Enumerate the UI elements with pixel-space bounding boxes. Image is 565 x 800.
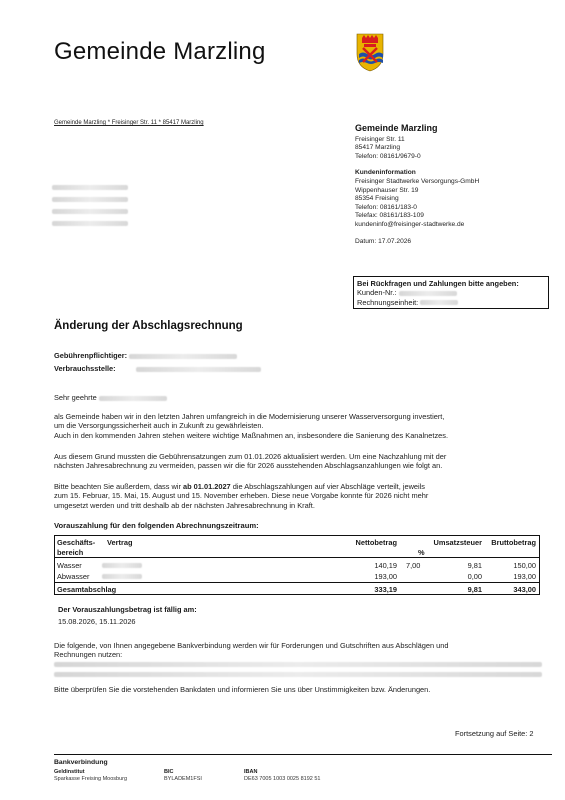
- bic-value: BYLADEM1FSI: [164, 776, 202, 782]
- customer-info-heading: Kundeninformation: [355, 169, 416, 177]
- total-label: Gesamtabschlag: [57, 585, 117, 594]
- customer-number-label: Kunden-Nr.:: [357, 288, 397, 298]
- salutation: Sehr geehrte: [54, 393, 97, 402]
- row-vat: 9,81: [467, 561, 482, 570]
- customer-number-row: [357, 288, 545, 297]
- row-area: Abwasser: [57, 572, 90, 581]
- header-net: Nettobetrag: [355, 538, 397, 547]
- check-bank-note: Bitte überprüfen Sie die vorstehenden Bankdaten und informieren Sie uns über Unstimmigkeiten bzw. Änderungen.: [54, 685, 431, 694]
- redacted-address-line: [52, 209, 128, 214]
- billing-unit-row: [357, 298, 545, 307]
- customer-info-email: kundeninfo@freisinger-stadtwerke.de: [355, 220, 465, 228]
- sender-block: [355, 124, 555, 246]
- site-label: Verbrauchsstelle:: [54, 364, 116, 373]
- redacted-address-line: [52, 197, 128, 202]
- paragraph-line: als Gemeinde haben wir in den letzten Jahren umfangreich in die Modernisierung unserer Wasserversorgung investiert,: [54, 412, 445, 421]
- sender-city: 85417 Marzling: [355, 144, 401, 152]
- iban-label: IBAN: [244, 769, 258, 775]
- redacted-name: [99, 396, 167, 401]
- customer-info-org: Freisinger Stadtwerke Versorgungs-GmbH: [355, 177, 480, 185]
- redacted-bank-details: [54, 672, 542, 677]
- payer-label: Gebührenpflichtiger:: [54, 351, 128, 360]
- row-vat-percent: 7,00: [406, 561, 421, 570]
- header-vat-percent: %: [418, 548, 425, 557]
- reference-heading: Bei Rückfragen und Zahlungen bitte angeben:: [357, 279, 519, 288]
- redacted-address-line: [52, 221, 128, 226]
- institute-label: Geldinstitut: [54, 769, 85, 775]
- continuation-note: Fortsetzung auf Seite: 2: [455, 729, 534, 738]
- redacted-customer-number: [399, 291, 457, 296]
- customer-info-city: 85354 Freising: [355, 195, 399, 203]
- paragraph-line: nächsten Jahresabrechnung zu vermeiden, passen wir die für 2026 ausstehenden Abschlagsanzahlungen wie folgt an.: [54, 461, 443, 471]
- row-vat: 0,00: [467, 572, 482, 581]
- billing-unit-label: Rechnungseinheit:: [357, 297, 419, 307]
- return-address: Gemeinde Marzling * Freisinger Str. 11 * 85417 Marzling: [54, 120, 204, 126]
- paragraph-bank: [54, 641, 544, 660]
- paragraph-line: Auch in den kommenden Jahren stehen weitere wichtige Maßnahmen an, insbesondere die Sanierung des Kanalnetzes.: [54, 430, 449, 440]
- paragraph-line: umgesetzt werden und tritt deshalb ab der nächsten Jahresabrechnung in Kraft.: [54, 500, 315, 510]
- paragraph-line: Aus diesem Grund mussten die Gebührensatzungen zum 01.01.2026 aktualisiert werden. Um eine Nachzahlung mit der: [54, 452, 447, 461]
- customer-info-fax: Telefax: 08161/183-109: [355, 212, 424, 220]
- footer-divider: [54, 754, 552, 755]
- site-row: [54, 364, 261, 373]
- redacted-billing-unit: [420, 300, 458, 305]
- table-heading: Vorauszahlung für den folgenden Abrechnungszeitraum:: [54, 521, 259, 530]
- redacted-site: [136, 367, 261, 372]
- row-net: 140,19: [374, 561, 397, 570]
- paragraph-line: Rechnungen nutzen:: [54, 650, 123, 660]
- header-area: Geschäfts-: [57, 538, 96, 547]
- sender-street: Freisinger Str. 11: [355, 135, 405, 143]
- paragraph-schedule: [54, 482, 544, 510]
- paragraph-line: zum 15. Februar, 15. Mai, 15. August und 15. November erheben. Diese neue Vorgabe konnte für 2026 nicht mehr: [54, 491, 429, 501]
- due-dates: 15.08.2026, 15.11.2026: [58, 617, 136, 626]
- total-gross: 343,00: [513, 585, 536, 594]
- letter-date: Datum: 17.07.2026: [355, 237, 412, 245]
- iban-value: DE63 7005 1003 0025 8192 51: [244, 776, 321, 782]
- institute-value: Sparkasse Freising Moosburg: [54, 776, 128, 782]
- payer-row: [54, 351, 237, 360]
- row-area: Wasser: [57, 561, 82, 570]
- paragraph-line: um die Versorgungssicherheit auch in Zukunft zu gewährleisten.: [54, 421, 264, 431]
- footer-heading: Bankverbindung: [54, 759, 108, 766]
- redacted-contract: [102, 563, 142, 568]
- payment-table: [54, 535, 540, 595]
- coat-of-arms-icon: [355, 32, 385, 72]
- redacted-contract: [102, 574, 142, 579]
- redacted-address-line: [52, 185, 128, 190]
- table-row: [55, 560, 539, 571]
- table-header-row: [55, 536, 539, 558]
- customer-info-phone: Telefon: 08161/183-0: [355, 203, 417, 211]
- table-total-row: [55, 582, 539, 594]
- letter-subject: Änderung der Abschlagsrechnung: [54, 320, 243, 332]
- row-gross: 150,00: [513, 561, 536, 570]
- bic-label: BIC: [164, 769, 174, 775]
- customer-info-street: Wippenhauser Str. 19: [355, 186, 419, 194]
- header-vat: Umsatzsteuer: [433, 538, 482, 547]
- paragraph-line: Die folgende, von Ihnen angegebene Bankverbindung werden wir für Forderungen und Gutschriften aus Abschlägen und: [54, 641, 449, 650]
- sender-name: Gemeinde Marzling: [355, 123, 438, 133]
- paragraph-line: Bitte beachten Sie außerdem, dass wir ab 01.01.2027 die Abschlagszahlungen auf vier Abschläge verteilt, jeweils: [54, 482, 425, 491]
- reference-box: [353, 276, 549, 309]
- row-gross: 193,00: [513, 572, 536, 581]
- salutation-row: [54, 393, 544, 402]
- sender-phone: Telefon: 08161/9679-0: [355, 152, 421, 160]
- paragraph-fee-update: [54, 452, 544, 471]
- paragraph-investment: [54, 412, 544, 440]
- redacted-payer: [129, 354, 237, 359]
- total-net: 333,19: [374, 585, 397, 594]
- redacted-bank-details: [54, 662, 542, 667]
- municipality-title: Gemeinde Marzling: [54, 38, 266, 65]
- total-vat: 9,81: [467, 585, 482, 594]
- header-contract: Vertrag: [107, 538, 133, 547]
- header-area-2: bereich: [57, 548, 84, 557]
- row-net: 193,00: [374, 572, 397, 581]
- table-row: [55, 571, 539, 582]
- header-gross: Bruttobetrag: [491, 538, 536, 547]
- effective-date: ab 01.01.2027: [183, 482, 231, 491]
- due-heading: Der Vorauszahlungsbetrag ist fällig am:: [58, 605, 197, 614]
